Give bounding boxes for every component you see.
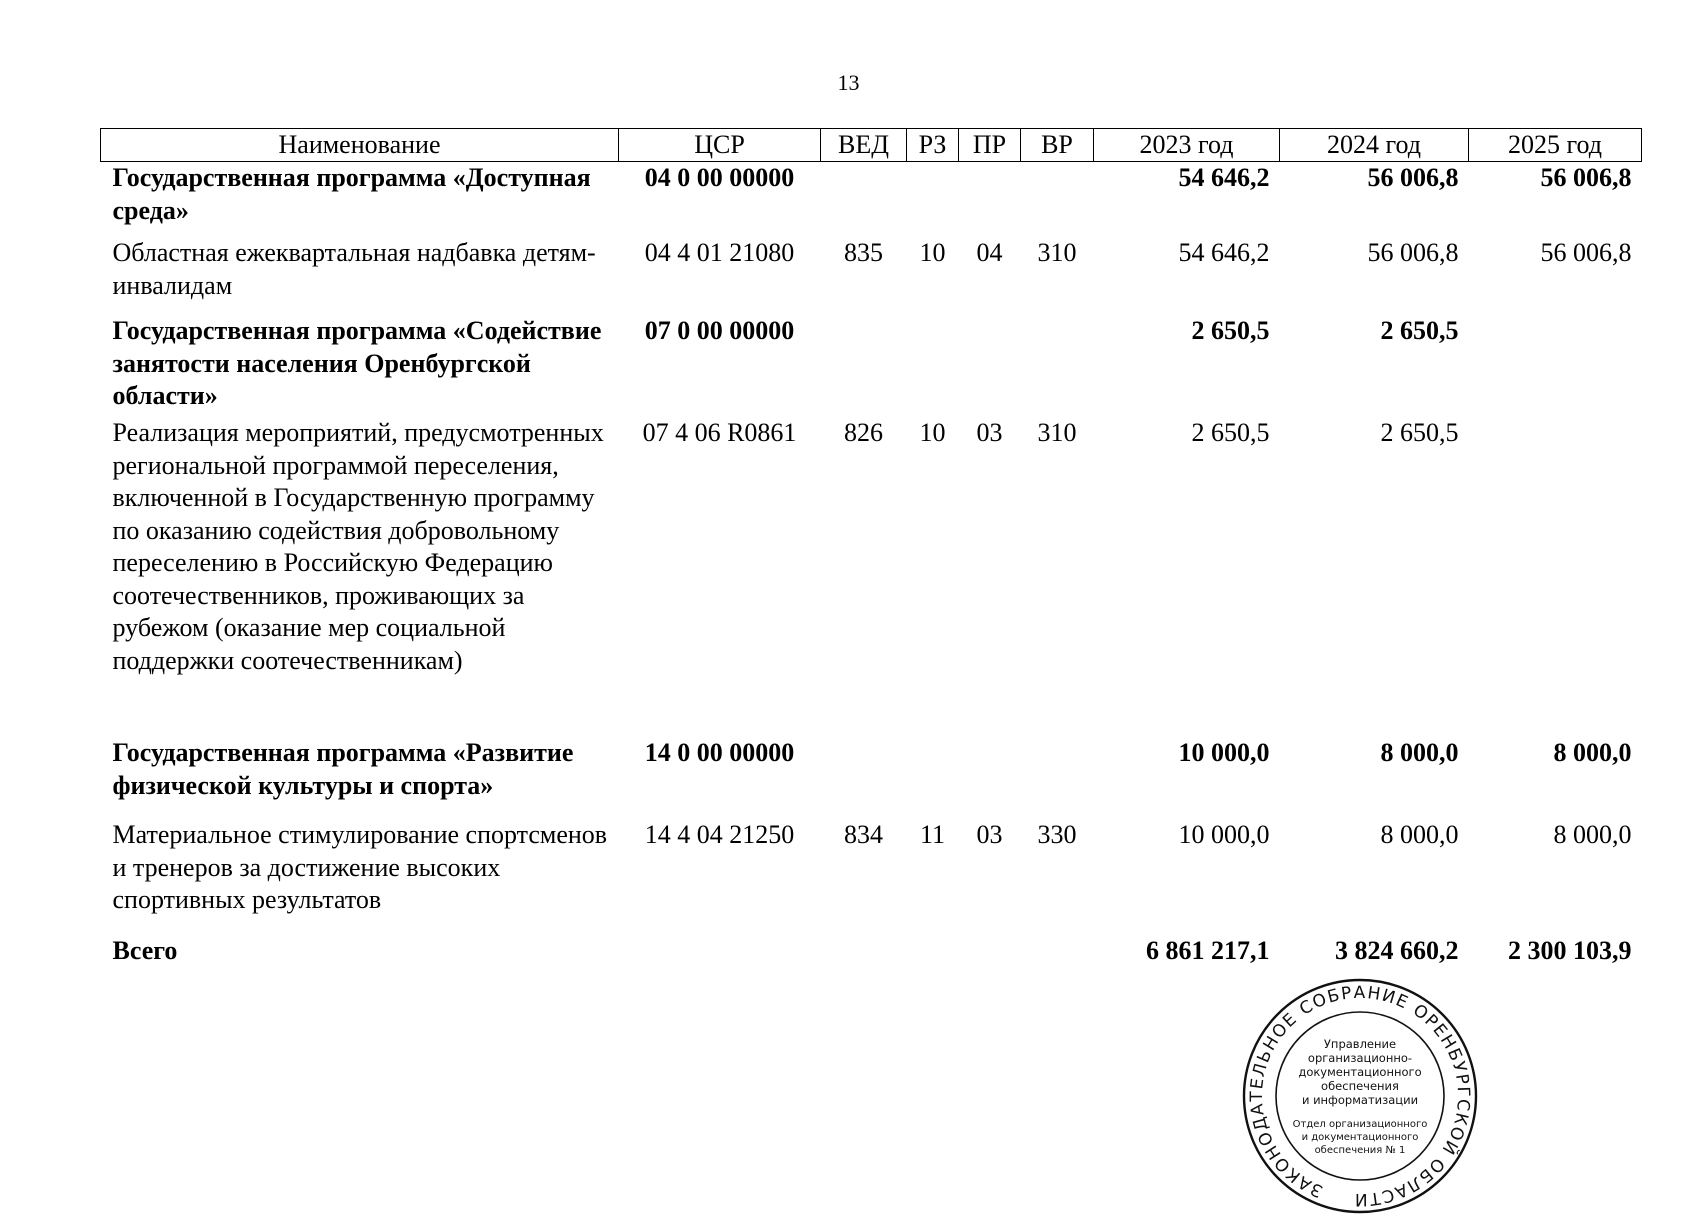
- header-rz: РЗ: [907, 129, 959, 162]
- row-ved: 835: [844, 238, 883, 267]
- row-2025: 8 000,0: [1553, 738, 1632, 767]
- row-name: Областная ежеквартальная надбавка детям-инвалидам: [112, 238, 596, 300]
- row-2023: 54 646,2: [1178, 238, 1270, 267]
- row-vr: 310: [1037, 418, 1077, 447]
- row-2025: [1469, 315, 1642, 417]
- row-csr: 07 0 00 00000: [644, 316, 795, 345]
- row-ved: 826: [844, 418, 883, 447]
- table-row-item: [101, 237, 1642, 315]
- row-csr: 14 0 00 00000: [644, 738, 795, 767]
- header-csr: ЦСР: [619, 129, 821, 162]
- row-pr: 04: [976, 238, 1003, 267]
- row-name: Реализация мероприятий, предусмотренных региональной программой переселения, включенной в Государственную программу по оказанию содействия добровольному переселению в Российскую Федерацию соотечественников, проживающих за рубежом (оказание мер социальной поддержки соотечественникам): [112, 418, 604, 675]
- row-2025: [1469, 417, 1642, 737]
- row-2023: 2 650,5: [1191, 418, 1270, 447]
- row-2025: 56 006,8: [1540, 163, 1632, 192]
- header-2023: 2023 год: [1094, 129, 1280, 162]
- row-2025: 56 006,8: [1540, 238, 1632, 267]
- row-pr: 03: [976, 418, 1003, 447]
- row-pr: 03: [976, 820, 1003, 849]
- row-ved: [821, 737, 907, 819]
- header-pr: ПР: [959, 129, 1021, 162]
- stamp-line: организационно-: [1307, 1051, 1413, 1065]
- row-rz: [907, 162, 959, 238]
- total-2023: 6 861 217,1: [1146, 936, 1270, 965]
- stamp-line: обеспечения: [1321, 1079, 1399, 1093]
- row-rz: 11: [919, 820, 946, 849]
- row-pr: [959, 737, 1021, 819]
- page-number: 13: [837, 70, 860, 95]
- table-row-program: [101, 737, 1642, 819]
- row-vr: [1021, 162, 1094, 238]
- table-row-item: [101, 417, 1642, 737]
- row-2024: 8 000,0: [1380, 820, 1459, 849]
- official-stamp: [1240, 976, 1480, 1216]
- row-csr: 04 0 00 00000: [644, 163, 795, 192]
- row-2024: 8 000,0: [1380, 738, 1459, 767]
- row-ved: [821, 315, 907, 417]
- header-vr: ВР: [1021, 129, 1094, 162]
- table-row-program: [101, 162, 1642, 238]
- row-vr: 330: [1037, 820, 1077, 849]
- row-2025: 8 000,0: [1553, 820, 1632, 849]
- row-rz: 10: [919, 238, 946, 267]
- row-2023: 54 646,2: [1178, 163, 1270, 192]
- row-2024: 56 006,8: [1367, 238, 1459, 267]
- budget-table: [100, 128, 1642, 971]
- row-name: Государственная программа «Содействие занятости населения Оренбургской области»: [112, 316, 602, 410]
- header-ved: ВЕД: [821, 129, 907, 162]
- total-2025: 2 300 103,9: [1508, 936, 1632, 965]
- row-name: Государственная программа «Доступная среда»: [112, 163, 591, 225]
- header-2024: 2024 год: [1280, 129, 1469, 162]
- row-csr: 04 4 01 21080: [644, 238, 795, 267]
- row-csr: 07 4 06 R0861: [642, 418, 797, 447]
- total-2024: 3 824 660,2: [1335, 936, 1459, 965]
- row-vr: [1021, 737, 1094, 819]
- total-label: Всего: [112, 936, 178, 965]
- row-vr: 310: [1037, 238, 1077, 267]
- row-2024: 56 006,8: [1367, 163, 1459, 192]
- stamp-line: и информатизации: [1301, 1093, 1419, 1107]
- table-row-total: [101, 935, 1642, 971]
- row-rz: [907, 737, 959, 819]
- row-name: Государственная программа «Развитие физической культуры и спорта»: [112, 738, 574, 800]
- table-header-row: [101, 129, 1642, 162]
- stamp-line: Управление: [1323, 1037, 1397, 1051]
- row-rz: 10: [919, 418, 946, 447]
- table-row-program: [101, 315, 1642, 417]
- row-csr: 14 4 04 21250: [644, 820, 795, 849]
- stamp-line: Отдел организационного: [1292, 1119, 1428, 1130]
- row-name: Материальное стимулирование спортсменов и тренеров за достижение высоких спортивных результатов: [112, 820, 608, 914]
- stamp-line: обеспечения № 1: [1314, 1145, 1406, 1156]
- header-2025: 2025 год: [1469, 129, 1642, 162]
- row-2024: 2 650,5: [1380, 418, 1459, 447]
- row-2024: 2 650,5: [1380, 316, 1459, 345]
- header-name: Наименование: [101, 129, 619, 162]
- row-2023: 2 650,5: [1191, 316, 1270, 345]
- row-vr: [1021, 315, 1094, 417]
- row-2023: 10 000,0: [1178, 738, 1270, 767]
- stamp-line: и документационного: [1301, 1132, 1419, 1143]
- table-row-item: [101, 819, 1642, 935]
- row-pr: [959, 162, 1021, 238]
- row-ved: [821, 162, 907, 238]
- row-2023: 10 000,0: [1178, 820, 1270, 849]
- row-ved: 834: [844, 820, 883, 849]
- row-pr: [959, 315, 1021, 417]
- stamp-outer-text: ЗАКОНОДАТЕЛЬНОЕ СОБРАНИЕ ОРЕНБУРГСКОЙ ОБЛАСТИ: [1247, 982, 1474, 1210]
- row-rz: [907, 315, 959, 417]
- stamp-line: документационного: [1298, 1065, 1422, 1079]
